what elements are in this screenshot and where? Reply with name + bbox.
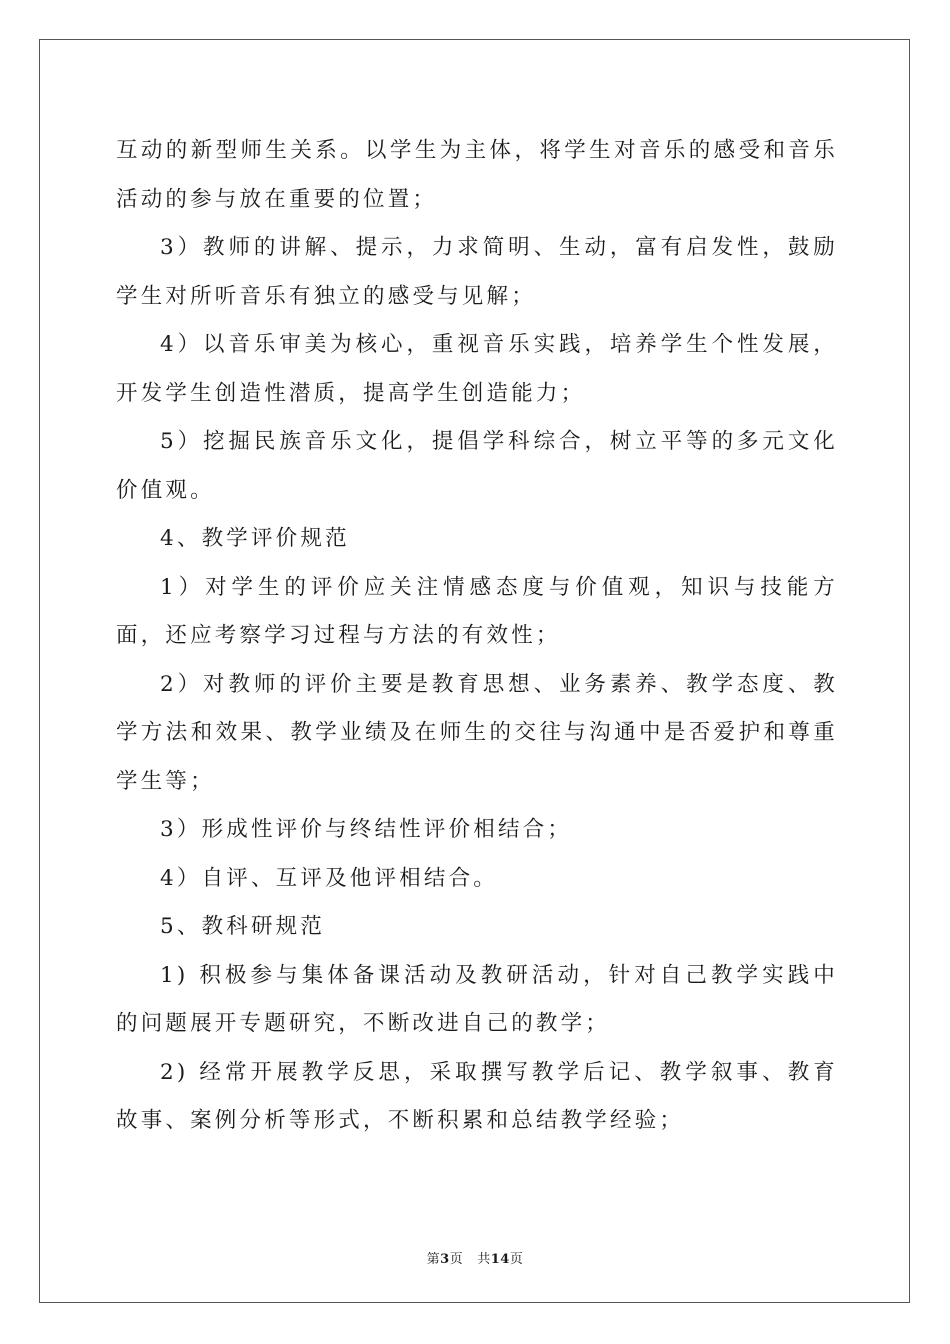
paragraph: 4）自评、互评及他评相结合。 <box>160 865 498 891</box>
page-number-label: 第3页 <box>426 1252 464 1267</box>
current-page-number: 3 <box>440 1252 450 1267</box>
paragraph: 2) 经常开展教学反思，采取撰写教学后记、教学叙事、教育故事、案例分析等形式，不断积累和总结教学经验； <box>116 1059 838 1133</box>
total-pages-label: 共14页 <box>477 1252 524 1267</box>
page-footer <box>0 1248 950 1267</box>
paragraph: 1) 积极参与集体备课活动及教研活动，针对自己教学实践中的问题展开专题研究，不断改进自己的教学； <box>116 962 838 1036</box>
document-body <box>116 127 838 1146</box>
paragraph: 4）以音乐审美为核心，重视音乐实践，培养学生个性发展，开发学生创造性潜质，提高学生创造能力； <box>116 332 838 406</box>
section-heading: 4、教学评价规范 <box>160 526 350 551</box>
paragraph: 5）挖掘民族音乐文化，提倡学科综合，树立平等的多元文化价值观。 <box>116 429 838 503</box>
total-page-number: 14 <box>490 1252 510 1267</box>
paragraph: 1）对学生的评价应关注情感态度与价值观，知识与技能方面，还应考察学习过程与方法的有效性； <box>116 574 838 648</box>
paragraph: 3）形成性评价与终结性评价相结合； <box>160 817 573 842</box>
paragraph: 2）对教师的评价主要是教育思想、业务素养、教学态度、教学方法和效果、教学业绩及在师生的交往与沟通中是否爱护和尊重学生等； <box>116 671 838 794</box>
paragraph: 3）教师的讲解、提示，力求简明、生动，富有启发性，鼓励学生对所听音乐有独立的感受与见解； <box>116 235 838 309</box>
section-heading: 5、教科研规范 <box>160 914 326 939</box>
paragraph: 互动的新型师生关系。以学生为主体，将学生对音乐的感受和音乐活动的参与放在重要的位置； <box>116 138 838 212</box>
